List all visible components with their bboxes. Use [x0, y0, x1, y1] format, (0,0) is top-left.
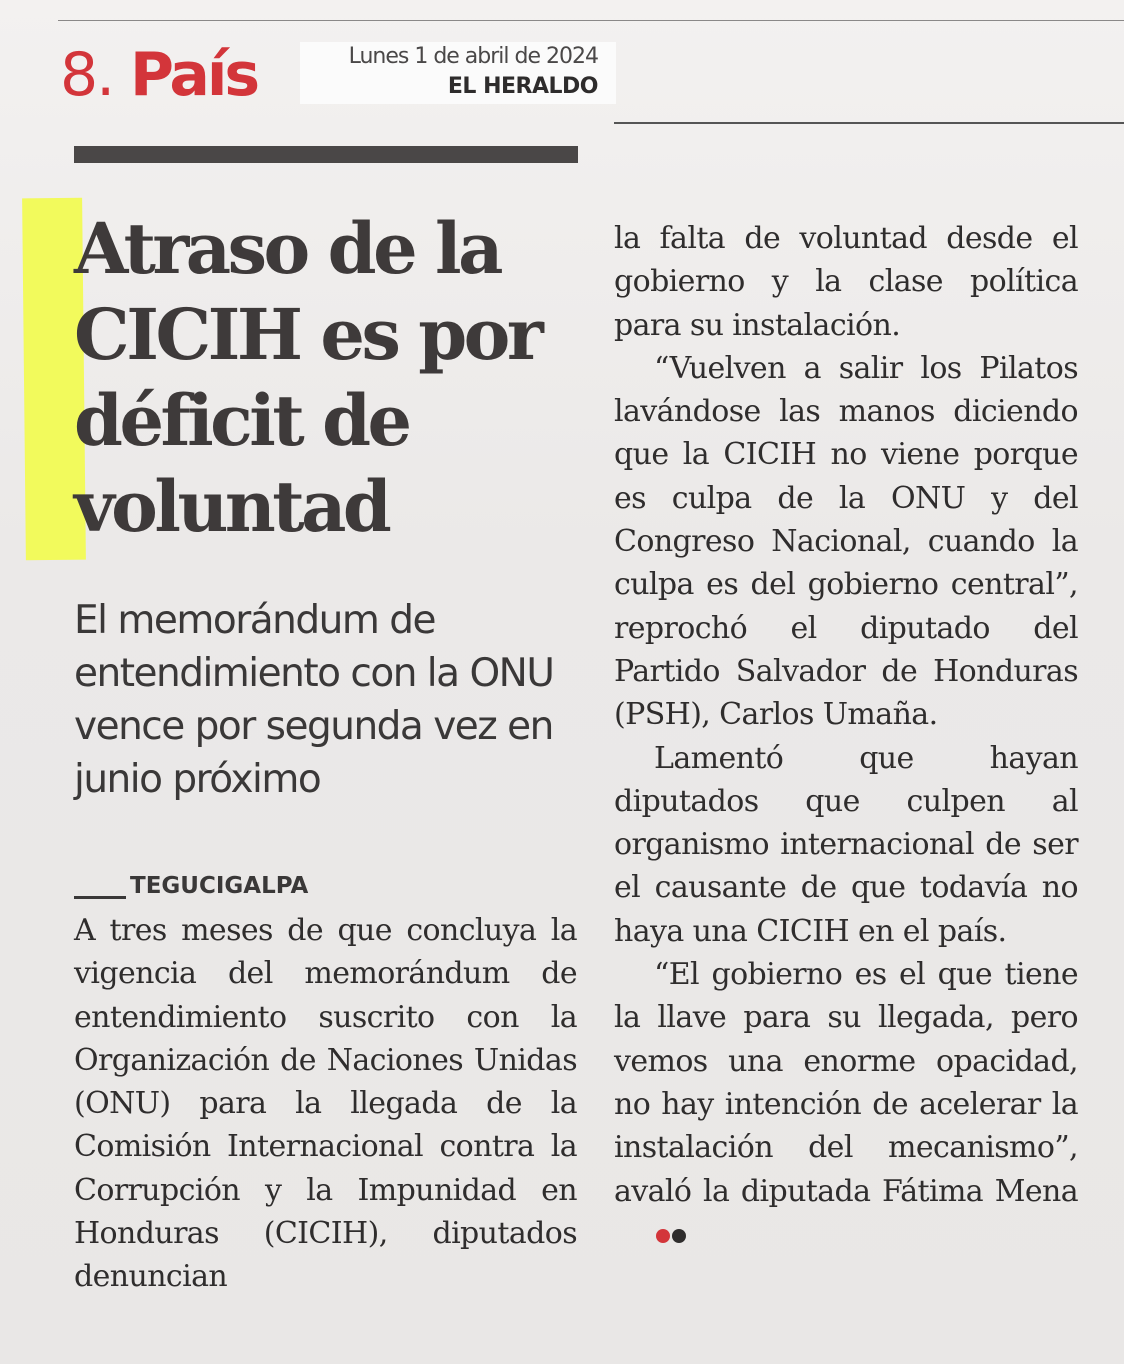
paragraph-2: “Vuelven a salir los Pilatos lavándose las manos diciendo que la CICIH no viene porque es culpa de la ONU y del Congreso Nacional, cuando la culpa es del gobierno central”, reprochó el diputado del Partido Salvador de Honduras (PSH), Carlos Umaña. [614, 350, 1078, 733]
article-dateline: TEGUCIGALPA [130, 873, 309, 899]
header-rule [614, 122, 1124, 124]
dateline-rule [74, 896, 126, 899]
paragraph-4 [614, 953, 1078, 1256]
article-headline: Atraso de la CICIH es por déficit de voluntad [74, 207, 541, 548]
end-of-article-icon [614, 1213, 686, 1256]
paragraph-1-start: A tres meses de que concluya la vigencia del memorándum de entendimiento suscrito con la Organización de Naciones Unidas (ONU) para la llegada de la Comisión Internacional contra la Corrupción y la Impunidad en Honduras (CICIH), diputados denuncian [74, 913, 577, 1295]
paragraph-3: Lamentó que hayan diputados que culpen al organismo internacional de ser el causante de que todavía no haya una CICIH en el país. [614, 740, 1078, 949]
article-subhead: El memorándum de entendimiento con la ONU vence por segunda vez en junio próximo [74, 598, 554, 802]
body-column-right [614, 217, 1078, 1256]
body-column-left [74, 909, 577, 1299]
masthead-box [300, 42, 616, 104]
top-rule [58, 20, 1124, 21]
section-title: País [130, 40, 258, 110]
paragraph-4-text: “El gobierno es el que tiene la llave para su llegada, pero vemos una enorme opacidad, no hay intención de acelerar la instalación del mecanismo”, avaló la diputada Fátima Mena [614, 957, 1078, 1209]
newspaper-name: EL HERALDO [447, 74, 598, 99]
paragraph-1-end: la falta de voluntad desde el gobierno y la clase política para su instalación. [614, 221, 1078, 343]
publication-date: Lunes 1 de abril de 2024 [348, 44, 598, 69]
headline-bar [74, 146, 578, 163]
page-number: 8. [60, 40, 114, 110]
